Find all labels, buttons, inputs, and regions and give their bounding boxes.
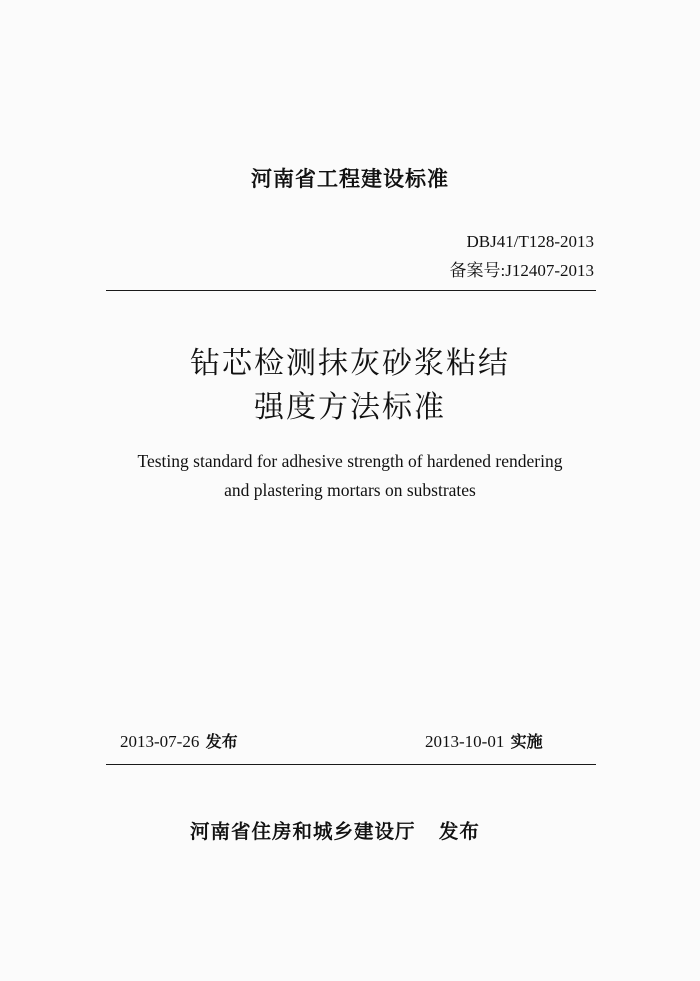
english-title-line-1: Testing standard for adhesive strength of hardened rendering bbox=[137, 451, 563, 471]
publish-label: 发布 bbox=[438, 820, 480, 843]
implement-date-block bbox=[425, 729, 543, 752]
implement-label: 实施 bbox=[510, 732, 543, 751]
english-title-line-2: and plastering mortars on substrates bbox=[224, 480, 476, 500]
implement-date: 2013-10-01 bbox=[425, 732, 505, 751]
chinese-title-line-1: 钻芯检测抹灰砂浆粘结 bbox=[190, 346, 510, 381]
top-divider bbox=[106, 290, 596, 291]
standard-codes bbox=[450, 227, 595, 285]
standard-number: DBJ41/T128-2013 bbox=[466, 232, 594, 251]
series-title: 河南省工程建设标准 bbox=[251, 167, 449, 191]
bottom-divider bbox=[106, 764, 596, 765]
publisher-line bbox=[190, 816, 480, 844]
issue-date: 2013-07-26 bbox=[120, 732, 200, 751]
issue-date-block bbox=[120, 729, 238, 752]
publisher-name: 河南省住房和城乡建设厅 bbox=[190, 820, 416, 843]
chinese-title-line-2: 强度方法标准 bbox=[254, 390, 446, 425]
issue-label: 发布 bbox=[205, 732, 238, 751]
record-number: 备案号:J12407-2013 bbox=[449, 261, 594, 280]
